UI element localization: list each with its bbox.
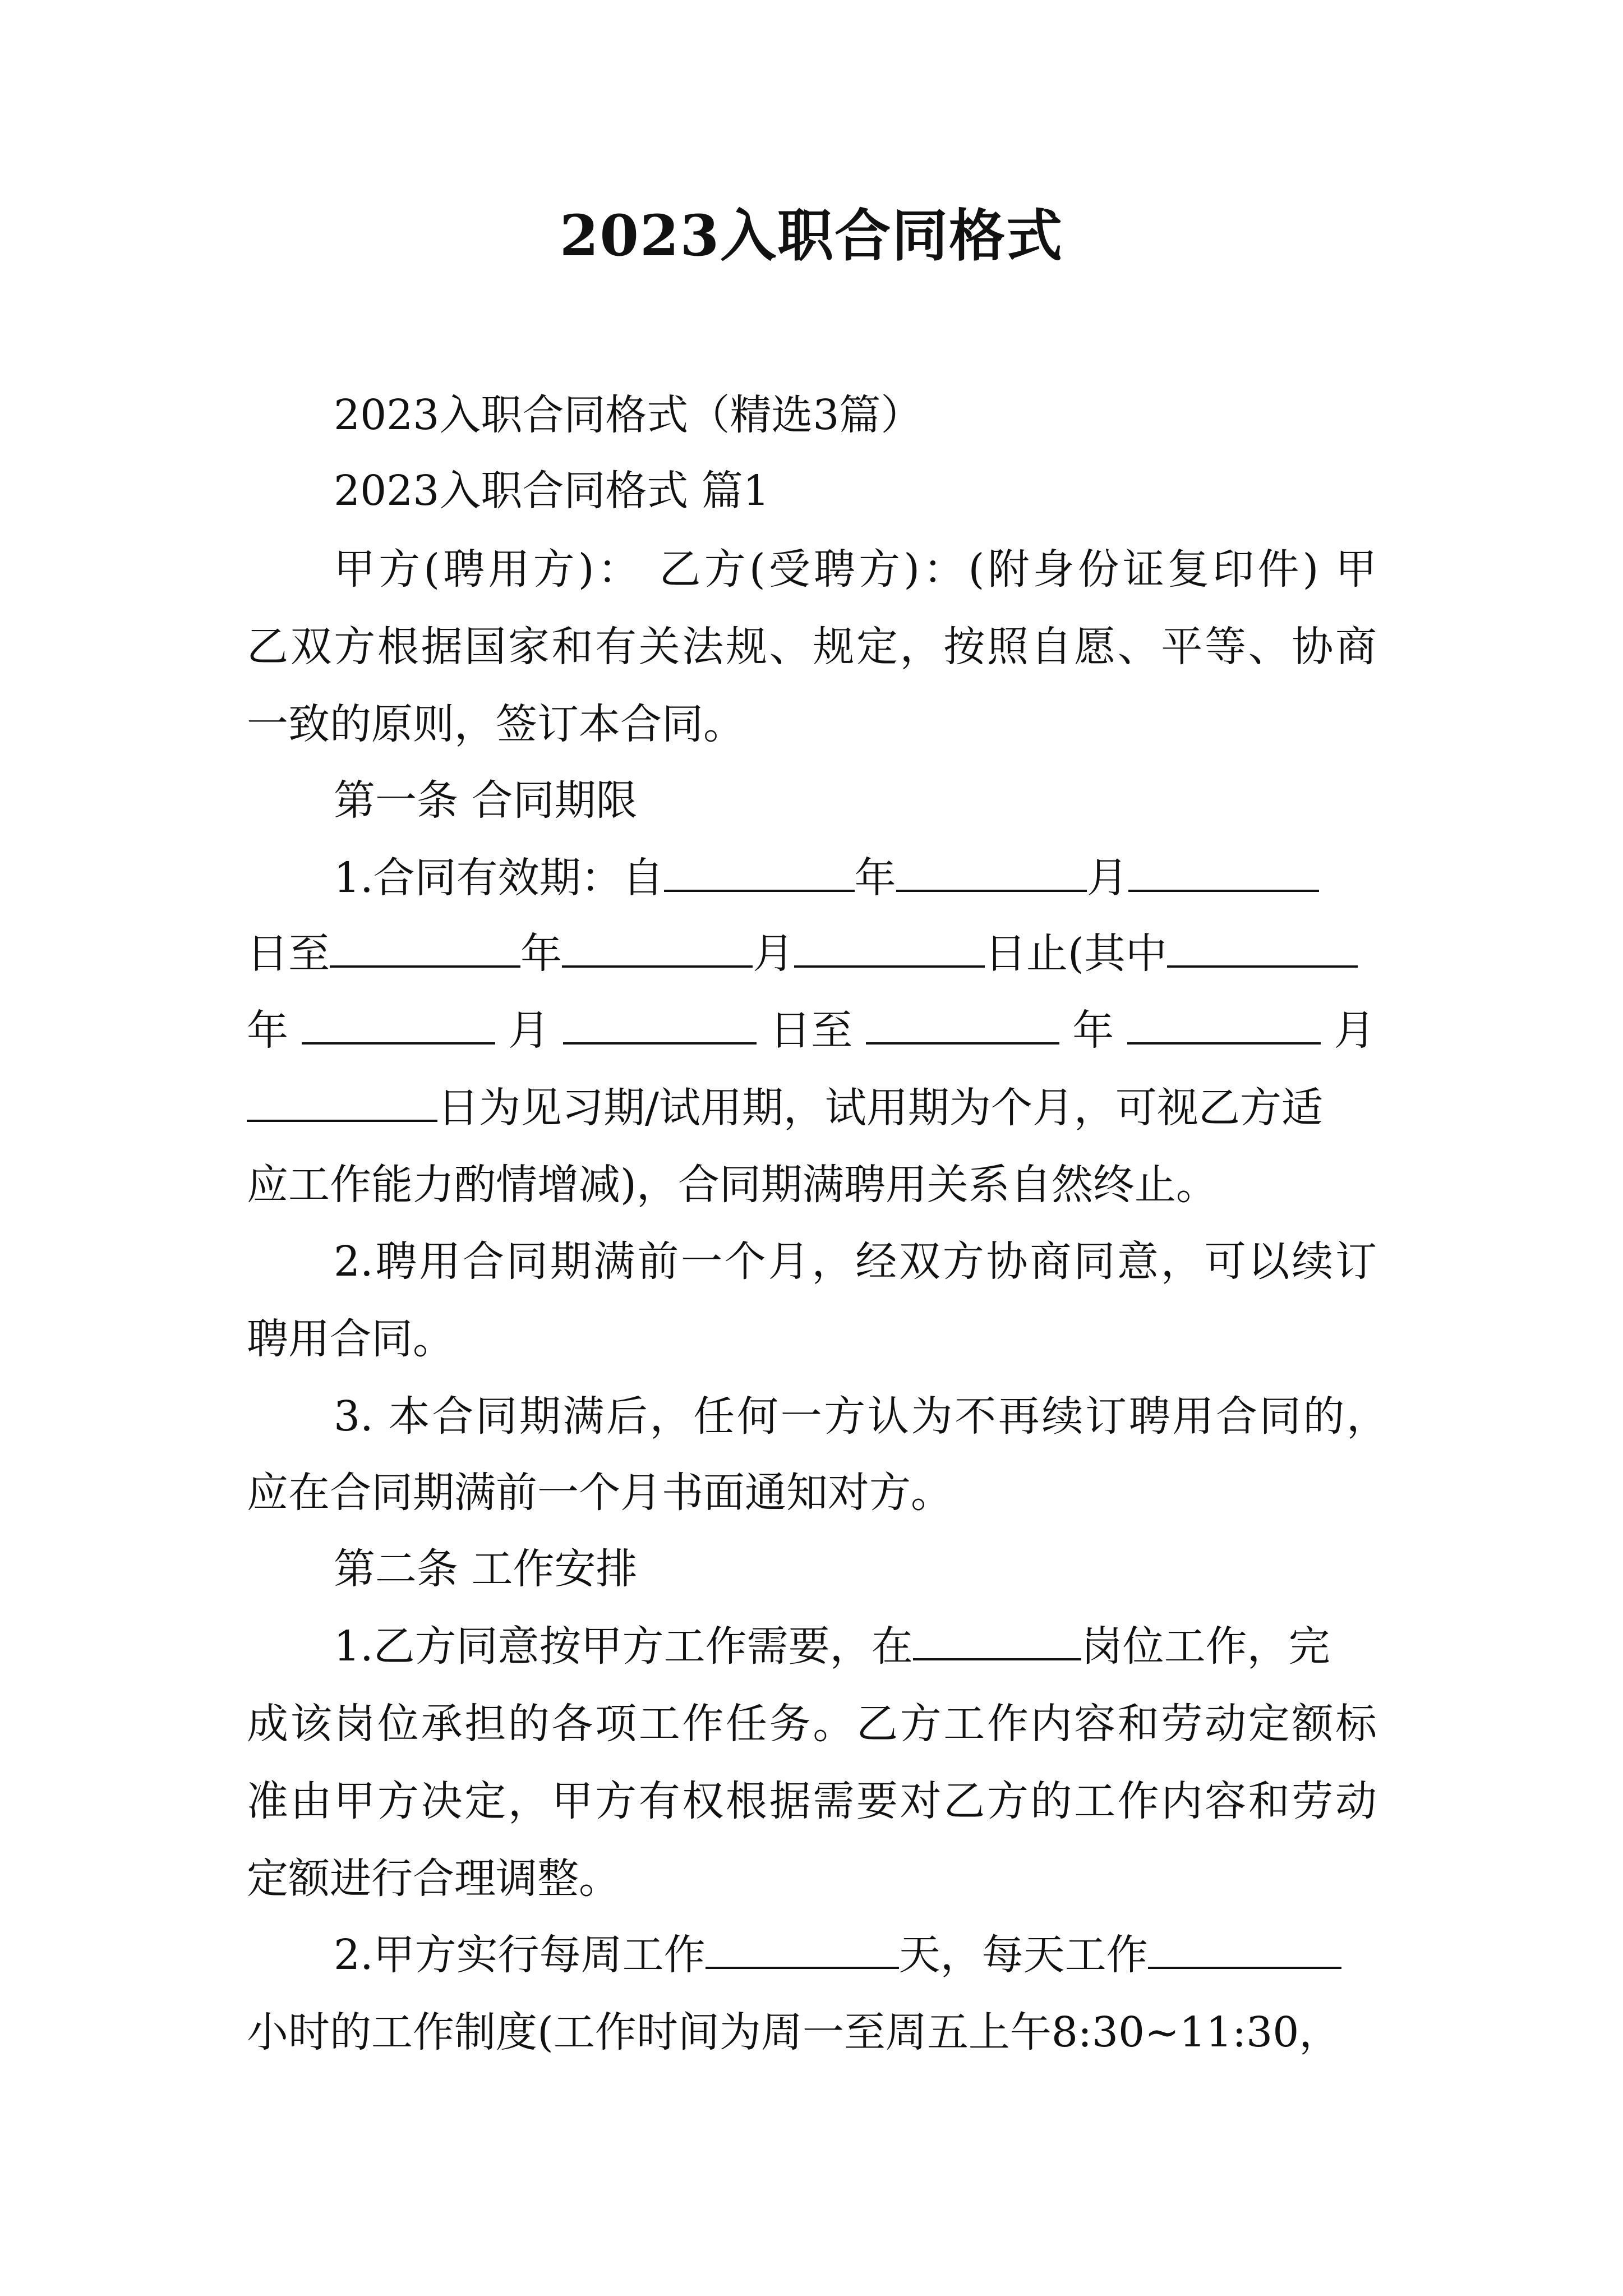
- para-parties-line-1: 甲方(聘用方)： 乙方(受聘方)：(附身份证复印件) 甲: [334, 545, 1377, 593]
- start-day-blank[interactable]: [1128, 850, 1319, 892]
- probation-start-month-blank[interactable]: [302, 1003, 495, 1045]
- end-year-blank[interactable]: [330, 926, 520, 968]
- month-label: 月: [508, 1006, 550, 1055]
- piece-heading: 2023入职合同格式 篇1: [334, 467, 769, 515]
- probation-start-year-blank[interactable]: [1167, 926, 1358, 968]
- document-title: 2023入职合同格式: [559, 203, 1064, 269]
- non-renewal-line-1: 3. 本合同期满后，任何一方认为不再续订聘用合同的，: [334, 1392, 1388, 1441]
- article-1-heading: 第一条 合同期限: [334, 776, 638, 825]
- day-until-label: 日止(其中: [985, 930, 1167, 978]
- working-hours-line-2: 小时的工作制度(工作时间为周一至周五上午8:30~11:30，: [247, 2008, 1341, 2056]
- days-per-week-blank[interactable]: [706, 1927, 899, 1969]
- non-renewal-line-2: 应在合同期满前一个月书面通知对方。: [247, 1469, 952, 1517]
- probation-text: 日为见习期/试用期，试用期为个月，可视乙方适: [437, 1084, 1323, 1132]
- probation-end-year-blank[interactable]: [866, 1003, 1059, 1045]
- subtitle: 2023入职合同格式（精选3篇）: [334, 391, 923, 439]
- renewal-line-1: 2.聘用合同期满前一个月，经双方协商同意，可以续订: [334, 1237, 1377, 1286]
- work-position-suffix: 岗位工作，完: [1081, 1622, 1330, 1671]
- month-label: 月: [1334, 1006, 1376, 1055]
- contract-term-line-2: [247, 923, 1623, 984]
- day-to-label: 日至: [247, 930, 330, 978]
- probation-end-month-blank[interactable]: [1127, 1003, 1321, 1045]
- position-blank[interactable]: [913, 1619, 1081, 1660]
- end-day-blank[interactable]: [794, 926, 985, 968]
- work-position-prefix: 1.乙方同意按甲方工作需要，在: [334, 1622, 913, 1671]
- working-hours-line-1: [334, 1924, 1623, 1986]
- day-to-label: 日至: [769, 1006, 853, 1055]
- contract-term-line-4: [247, 1077, 1623, 1139]
- contract-term-line-1: [334, 847, 1623, 909]
- para-parties-line-2: 乙双方根据国家和有关法规、规定，按照自愿、平等、协商: [247, 623, 1377, 671]
- probation-start-day-blank[interactable]: [563, 1003, 757, 1045]
- hours-per-day-blank[interactable]: [1148, 1927, 1341, 1969]
- work-arrangement-line-4: 定额进行合理调整。: [247, 1855, 620, 1903]
- start-year-blank[interactable]: [664, 850, 855, 892]
- end-month-blank[interactable]: [562, 926, 753, 968]
- article-2-heading: 第二条 工作安排: [334, 1545, 638, 1593]
- year-label: 年: [854, 854, 896, 902]
- work-arrangement-line-3: 准由甲方决定，甲方有权根据需要对乙方的工作内容和劳动: [247, 1777, 1377, 1825]
- start-month-blank[interactable]: [896, 850, 1087, 892]
- para-parties-line-3: 一致的原则，签订本合同。: [247, 700, 745, 748]
- contract-term-line-5: 应工作能力酌情增减)，合同期满聘用关系自然终止。: [247, 1161, 1218, 1209]
- year-label: 年: [247, 1006, 288, 1055]
- daily-hours-prefix: 天，每天工作: [898, 1931, 1148, 1979]
- month-label: 月: [1086, 854, 1128, 902]
- year-label: 年: [520, 930, 562, 978]
- work-arrangement-line-1: [334, 1616, 1623, 1677]
- contract-term-line-3: [247, 1000, 1623, 1061]
- month-label: 月: [753, 930, 794, 978]
- term-from-label: 1.合同有效期：自: [334, 854, 664, 902]
- work-arrangement-line-2: 成该岗位承担的各项工作任务。乙方工作内容和劳动定额标: [247, 1700, 1377, 1748]
- weekly-days-prefix: 2.甲方实行每周工作: [334, 1931, 706, 1979]
- probation-end-day-blank[interactable]: [247, 1080, 437, 1122]
- year-label: 年: [1072, 1006, 1114, 1055]
- renewal-line-2: 聘用合同。: [247, 1315, 454, 1363]
